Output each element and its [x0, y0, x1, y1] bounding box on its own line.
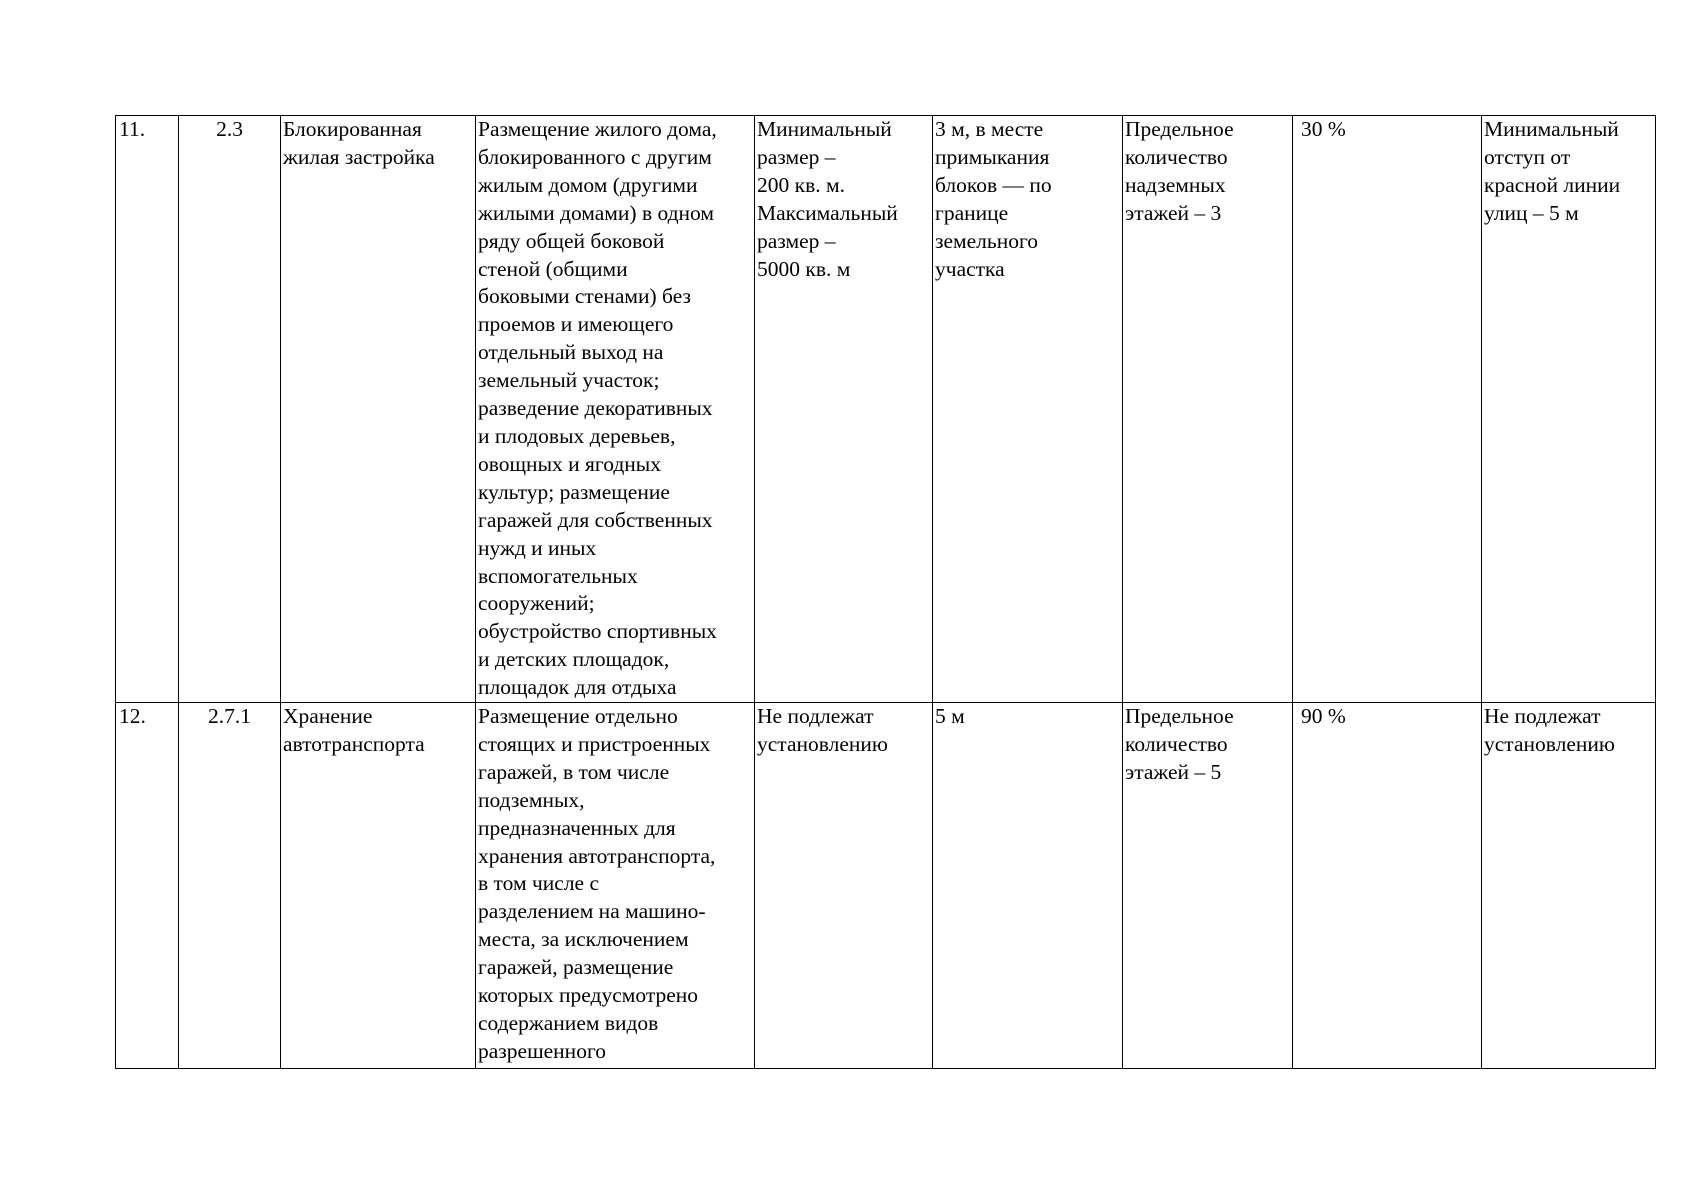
regulations-table — [115, 115, 1656, 1069]
use-name-cell: Блокированная жилая застройка — [281, 116, 476, 703]
other-params-cell: Не подлежат установлению — [1482, 703, 1656, 1069]
row-number-cell: 12. — [116, 703, 179, 1069]
other-params-cell: Минимальный отступ от красной линии улиц – 5 м — [1482, 116, 1656, 703]
table-row — [116, 703, 1656, 1069]
floors-cell: Предельное количество этажей – 5 — [1123, 703, 1293, 1069]
use-name-cell: Хранение автотранспорта — [281, 703, 476, 1069]
setback-cell: 5 м — [933, 703, 1123, 1069]
table-row — [116, 116, 1656, 703]
setback-cell: 3 м, в месте примыкания блоков — по границе земельного участка — [933, 116, 1123, 703]
floors-cell: Предельное количество надземных этажей – 3 — [1123, 116, 1293, 703]
use-description-cell: Размещение отдельно стоящих и пристроенных гаражей, в том числе подземных, предназначенных для хранения автотранспорта, в том числе с разделением на машино- места, за исключением гаражей, размещение которых предусмотрено содержанием видов разрешенного — [476, 703, 755, 1069]
plot-size-cell: Не подлежат установлению — [755, 703, 933, 1069]
use-code-cell: 2.7.1 — [179, 703, 281, 1069]
use-description-cell: Размещение жилого дома, блокированного с другим жилым домом (другими жилыми домами) в одном ряду общей боковой стеной (общими боковыми стенами) без проемов и имеющего отдельный выход на земельный участок; разведение декоративных и плодовых деревьев, овощных и ягодных культур; размещение гаражей для собственных нужд и иных вспомогательных сооружений; обустройство спортивных и детских площадок, площадок для отдыха — [476, 116, 755, 703]
row-number-cell: 11. — [116, 116, 179, 703]
coverage-cell: 30 % — [1293, 116, 1482, 703]
coverage-cell: 90 % — [1293, 703, 1482, 1069]
use-code-cell: 2.3 — [179, 116, 281, 703]
plot-size-cell: Минимальный размер – 200 кв. м. Максимальный размер – 5000 кв. м — [755, 116, 933, 703]
